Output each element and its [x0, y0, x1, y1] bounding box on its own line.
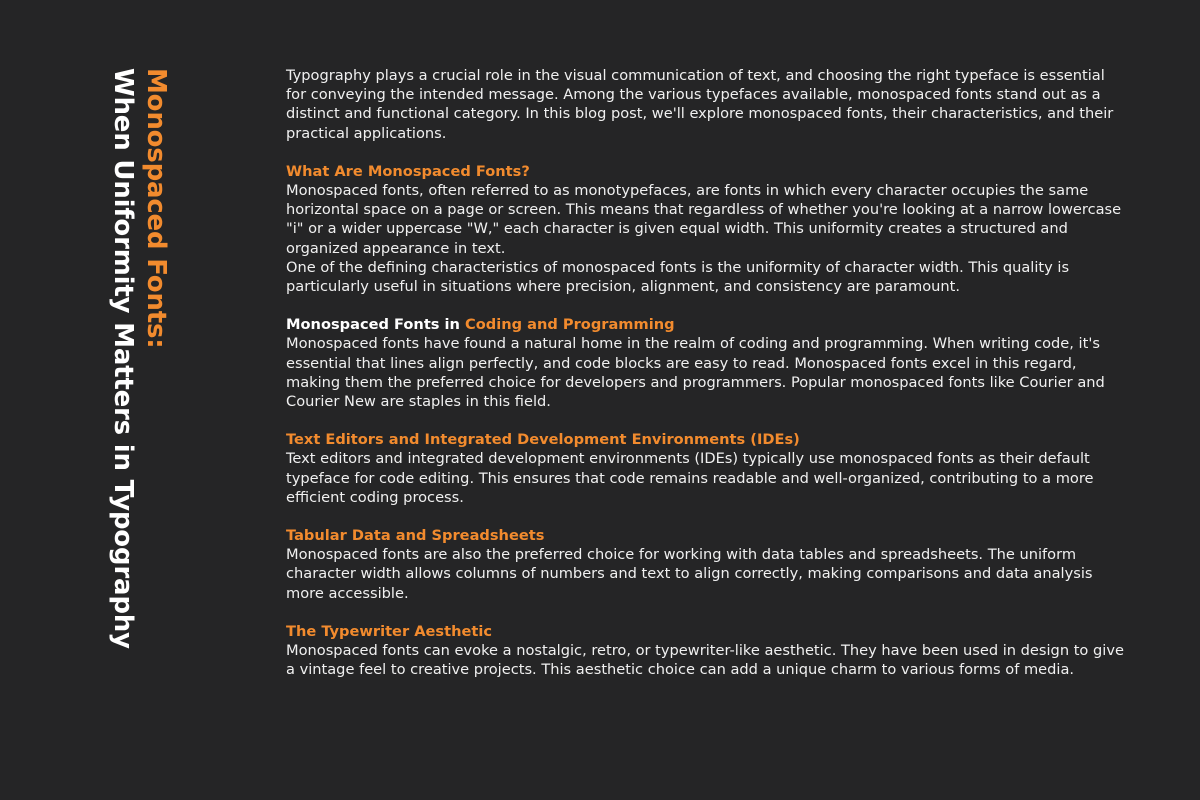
heading-prefix: Monospaced Fonts in [286, 316, 466, 334]
section-paragraph: Monospaced fonts are also the preferred choice for working with data tables and spreadsheets. The uniform character width allows columns of numbers and text to align correctly, making comparisons and data analysis more accessible. [286, 546, 1093, 602]
section-ides [286, 430, 1126, 507]
section-paragraph: Monospaced fonts, often referred to as monotypefaces, are fonts in which every character occupies the same horizontal space on a page or screen. This means that regardless of whether you're looking at a narrow lowercase "i" or a wider uppercase "W," each character is given equal width. This uniformity creates a structured and organized appearance in text. [286, 182, 1122, 257]
section-heading: What Are Monospaced Fonts? [286, 162, 530, 180]
vertical-title-rotated [92, 68, 172, 748]
title-line-accent: Monospaced Fonts: [141, 68, 171, 349]
section-typewriter [286, 622, 1126, 680]
title-line-main: When Uniformity Matters in Typography [108, 68, 138, 649]
intro-paragraph: Typography plays a crucial role in the visual communication of text, and choosing the right typeface is essential for conveying the intended message. Among the various typefaces available, monospaced fonts stand out as a distinct and functional category. In this blog post, we'll explore monospaced fonts, their characteristics, and their practical applications. [286, 67, 1114, 142]
section-heading: Text Editors and Integrated Development Environments (IDEs) [286, 431, 800, 449]
article-body [286, 66, 1126, 679]
section-paragraph: Monospaced fonts can evoke a nostalgic, retro, or typewriter-like aesthetic. They have been used in design to give a vintage feel to creative projects. This aesthetic choice can add a unique charm to various forms of media. [286, 642, 1124, 679]
section-paragraph: Text editors and integrated development environments (IDEs) typically use monospaced fonts as their default typeface for code editing. This ensures that code remains readable and well-organized, contributing to a more efficient coding process. [286, 450, 1094, 506]
section-paragraph: One of the defining characteristics of monospaced fonts is the uniformity of character width. This quality is particularly useful in situations where precision, alignment, and consistency are paramount. [286, 258, 1070, 296]
section-heading: Tabular Data and Spreadsheets [286, 527, 545, 545]
section-heading [286, 315, 1126, 334]
section-tabular [286, 526, 1126, 603]
section-paragraph: Monospaced fonts have found a natural home in the realm of coding and programming. When writing code, it's essential that lines align perfectly, and code blocks are easy to read. Monospaced fonts excel in this regard, making them the preferred choice for developers and programmers. Popular monospaced fonts like Courier and Courier New are staples in this field. [286, 335, 1105, 411]
vertical-title [92, 68, 172, 748]
heading-highlight: Coding and Programming [465, 316, 675, 334]
section-heading: The Typewriter Aesthetic [286, 622, 493, 640]
section-what-are [286, 162, 1126, 296]
section-coding [286, 315, 1126, 411]
